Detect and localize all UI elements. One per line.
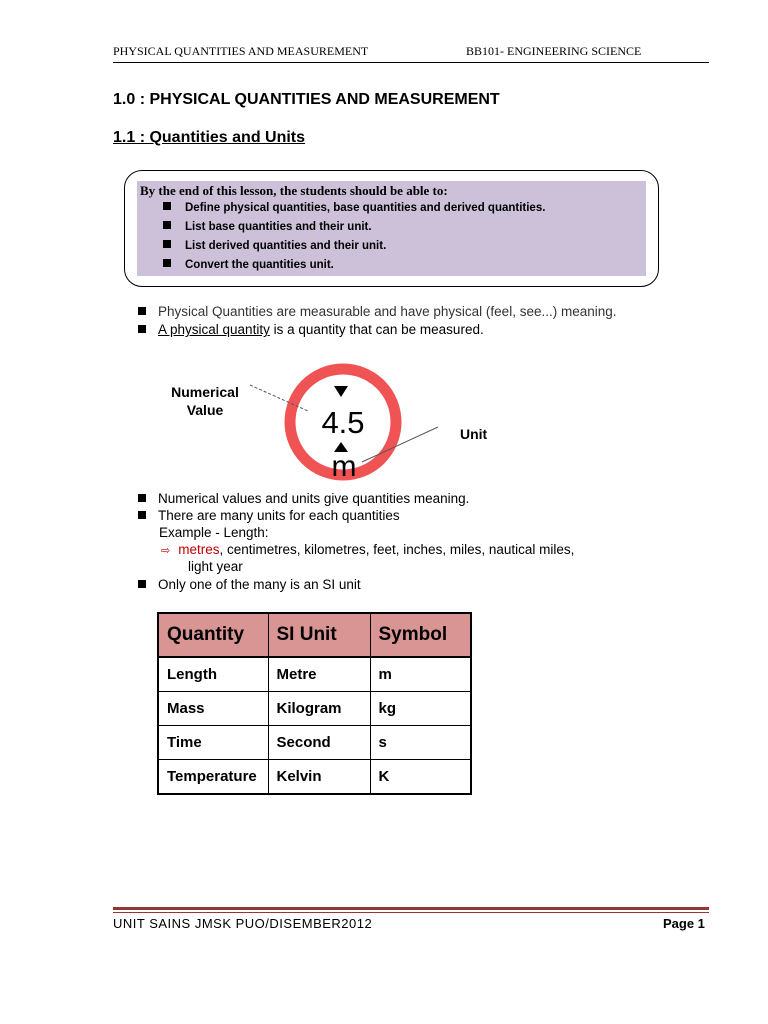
table-row — [158, 726, 471, 760]
objective-item: List base quantities and their unit. — [163, 219, 545, 238]
square-bullet-icon — [163, 240, 171, 248]
square-bullet-icon — [163, 221, 171, 229]
table-cell: Length — [158, 657, 268, 692]
bullet-physical-quantity-definition: A physical quantity is a quantity that can be measured. — [138, 322, 484, 337]
bullet-numerical-values: Numerical values and units give quantities meaning. — [138, 491, 469, 506]
section-heading: 1.0 : PHYSICAL QUANTITIES AND MEASUREMENT — [113, 91, 500, 108]
header-course: BB101- ENGINEERING SCIENCE — [466, 44, 642, 58]
table-cell: Kelvin — [268, 760, 370, 795]
header-title: PHYSICAL QUANTITIES AND MEASUREMENT — [113, 44, 369, 58]
table-cell: Metre — [268, 657, 370, 692]
si-units-table — [157, 612, 472, 795]
quantity-diagram — [150, 355, 510, 490]
table-cell: K — [370, 760, 471, 795]
table-cell: s — [370, 726, 471, 760]
table-cell: Mass — [158, 692, 268, 726]
example-label: Example - Length: — [159, 525, 269, 540]
objective-item: Convert the quantities unit. — [163, 257, 545, 276]
table-cell: Kilogram — [268, 692, 370, 726]
example-units-continued: light year — [188, 559, 243, 574]
square-bullet-icon — [163, 202, 171, 210]
column-header-quantity: Quantity — [158, 613, 268, 657]
square-bullet-icon — [138, 494, 146, 502]
bullet-many-units: There are many units for each quantities — [138, 508, 400, 523]
objective-item: List derived quantities and their unit. — [163, 238, 545, 257]
triangle-down-icon — [334, 386, 348, 397]
square-bullet-icon — [138, 325, 146, 333]
numerical-label-line2: Value — [186, 402, 224, 418]
table-row — [158, 657, 471, 692]
numerical-label-line1: Numerical — [171, 384, 239, 400]
table-cell: kg — [370, 692, 471, 726]
example-units: ⇨ metres, centimetres, kilometres, feet, inches, miles, nautical miles, — [161, 542, 575, 557]
numerical-value: 4.5 — [321, 405, 365, 440]
table-cell: Temperature — [158, 760, 268, 795]
objective-item: Define physical quantities, base quantities and derived quantities. — [163, 200, 545, 219]
bullet-si-unit: Only one of the many is an SI unit — [138, 577, 361, 592]
footer-unit-label: UNIT SAINS JMSK PUO/DISEMBER2012 — [113, 916, 373, 931]
square-bullet-icon — [138, 511, 146, 519]
table-header-row — [158, 613, 471, 657]
subsection-heading: 1.1 : Quantities and Units — [113, 129, 306, 146]
header-rule — [113, 62, 709, 63]
bullet-physical-quantities: Physical Quantities are measurable and have physical (feel, see...) meaning. — [138, 304, 617, 319]
square-bullet-icon — [138, 307, 146, 315]
table-cell: Second — [268, 726, 370, 760]
unit-symbol: m — [331, 450, 357, 483]
square-bullet-icon — [163, 259, 171, 267]
table-row — [158, 692, 471, 726]
column-header-symbol: Symbol — [370, 613, 471, 657]
column-header-si-unit: SI Unit — [268, 613, 370, 657]
page-number: Page 1 — [663, 916, 705, 931]
footer-rule-thick — [113, 907, 709, 910]
square-bullet-icon — [138, 580, 146, 588]
objectives-title: By the end of this lesson, the students should be able to: — [140, 183, 448, 198]
table-cell: Time — [158, 726, 268, 760]
arrow-right-icon: ⇨ — [161, 545, 171, 557]
table-row — [158, 760, 471, 795]
table-cell: m — [370, 657, 471, 692]
unit-label: Unit — [460, 426, 488, 442]
footer-rule-thin — [113, 912, 709, 913]
objectives-list — [163, 200, 545, 276]
